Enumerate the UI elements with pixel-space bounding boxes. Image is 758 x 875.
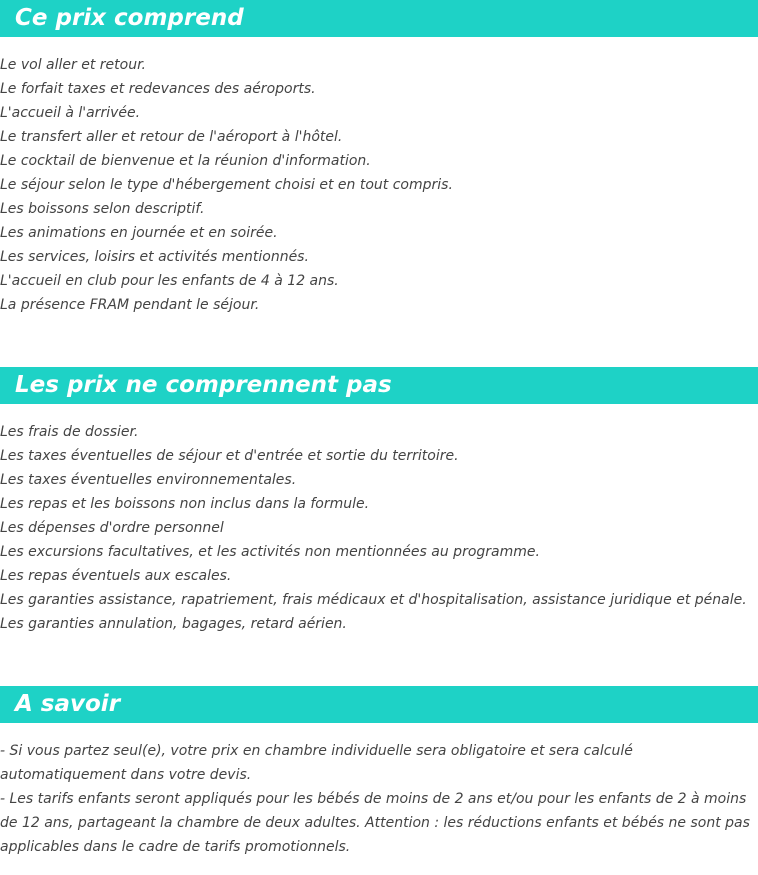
list-item: Les garanties assistance, rapatriement, frais médicaux et d'hospitalisation, assistance juridique et pénale. — [0, 592, 747, 608]
list-item: Les repas éventuels aux escales. — [0, 568, 232, 584]
list-item: Le transfert aller et retour de l'aéroport à l'hôtel. — [0, 129, 343, 145]
list-item: Les repas et les boissons non inclus dans la formule. — [0, 496, 370, 512]
list-item: L'accueil en club pour les enfants de 4 à 12 ans. — [0, 273, 339, 289]
list-item: Le cocktail de bienvenue et la réunion d'information. — [0, 153, 371, 169]
info-paragraph-single-room: - Si vous partez seul(e), votre prix en chambre individuelle sera obligatoire et sera calculé automatiquement dans votre devis. — [0, 743, 633, 783]
list-item: L'accueil à l'arrivée. — [0, 105, 141, 121]
list-item: Les dépenses d'ordre personnel — [0, 520, 224, 536]
list-item: Les garanties annulation, bagages, retard aérien. — [0, 616, 347, 632]
list-item: Les taxes éventuelles de séjour et d'entrée et sortie du territoire. — [0, 448, 459, 464]
list-item: Les animations en journée et en soirée. — [0, 225, 278, 241]
included-list — [0, 53, 758, 317]
not-included-list — [0, 420, 758, 636]
list-item: La présence FRAM pendant le séjour. — [0, 297, 260, 313]
section-header-included: Ce prix comprend — [0, 0, 758, 37]
list-item: Les frais de dossier. — [0, 424, 139, 440]
list-item: Le vol aller et retour. — [0, 57, 147, 73]
list-item: Les services, loisirs et activités mentionnés. — [0, 249, 309, 265]
section-header-not-included: Les prix ne comprennent pas — [0, 367, 758, 404]
list-item: Les taxes éventuelles environnementales. — [0, 472, 297, 488]
section-header-good-to-know: A savoir — [0, 686, 758, 723]
info-paragraph-child-rates: - Les tarifs enfants seront appliqués pour les bébés de moins de 2 ans et/ou pour les enfants de 2 à moins de 12 ans, partageant la chambre de deux adultes. Attention : les réductions enfants et bébés ne sont pas applicables dans le cadre de tarifs promotionnels. — [0, 791, 750, 855]
list-item: Les excursions facultatives, et les activités non mentionnées au programme. — [0, 544, 540, 560]
list-item: Le séjour selon le type d'hébergement choisi et en tout compris. — [0, 177, 453, 193]
list-item: Le forfait taxes et redevances des aéroports. — [0, 81, 316, 97]
list-item: Les boissons selon descriptif. — [0, 201, 205, 217]
